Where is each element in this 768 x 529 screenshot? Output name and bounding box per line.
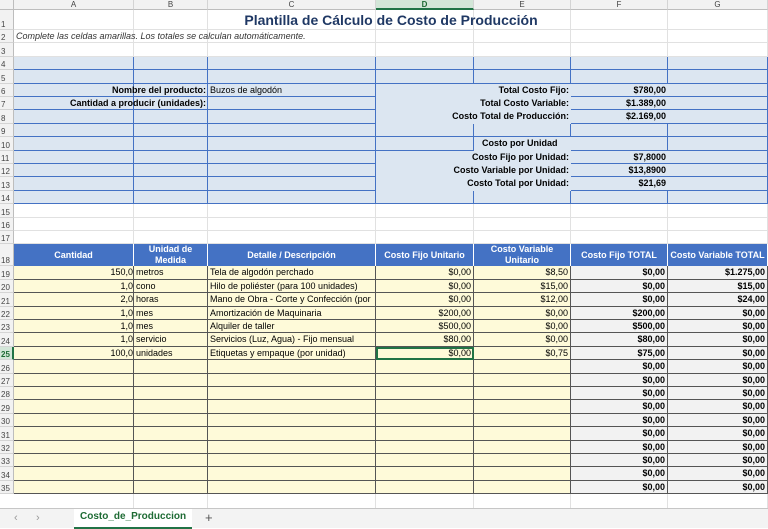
row-header[interactable]: 11 (0, 151, 14, 164)
table-cell[interactable]: $500,00 (571, 320, 668, 333)
table-cell[interactable]: $15,00 (474, 280, 571, 293)
row-header[interactable]: 29 (0, 400, 14, 413)
table-cell[interactable] (134, 414, 208, 427)
info-cell[interactable] (208, 124, 376, 137)
table-cell[interactable]: unidades (134, 347, 208, 360)
table-cell[interactable]: $0,00 (571, 481, 668, 494)
table-cell[interactable]: $0,00 (376, 293, 474, 306)
info-cell[interactable] (474, 57, 571, 70)
table-cell[interactable]: cono (134, 280, 208, 293)
info-cell[interactable] (668, 84, 768, 97)
row-header[interactable]: 35 (0, 481, 14, 494)
table-cell[interactable] (14, 360, 134, 373)
sheet-tab-bar (0, 508, 768, 528)
table-cell[interactable]: $0,00 (571, 280, 668, 293)
table-cell[interactable] (14, 414, 134, 427)
info-cell[interactable] (208, 164, 376, 177)
row-gridline (14, 217, 768, 218)
info-cell[interactable] (571, 191, 668, 204)
info-cell[interactable] (208, 151, 376, 164)
fixed-per-unit-label[interactable]: Costo Fijo por Unidad: (376, 151, 571, 164)
row-header[interactable]: 30 (0, 414, 14, 427)
info-cell[interactable] (14, 110, 134, 123)
info-cell[interactable] (571, 124, 668, 137)
info-cell[interactable] (208, 70, 376, 83)
table-cell[interactable]: $0,00 (571, 387, 668, 400)
table-cell[interactable]: $8,50 (474, 266, 571, 279)
quantity-label[interactable]: Cantidad a producir (unidades): (69, 98, 206, 108)
info-cell[interactable] (376, 137, 474, 150)
info-cell[interactable] (668, 57, 768, 70)
row-header[interactable]: 31 (0, 427, 14, 440)
table-cell[interactable]: $80,00 (571, 333, 668, 346)
info-cell[interactable] (134, 151, 208, 164)
table-cell[interactable] (376, 481, 474, 494)
table-cell[interactable]: $15,00 (668, 280, 768, 293)
row-gridline (14, 230, 768, 231)
table-cell[interactable]: $200,00 (376, 307, 474, 320)
table-cell[interactable] (376, 467, 474, 480)
info-cell[interactable] (571, 70, 668, 83)
row-header[interactable]: 4 (0, 57, 14, 70)
info-cell[interactable] (134, 124, 208, 137)
table-cell[interactable] (376, 387, 474, 400)
description-cell[interactable]: Amortización de Maquinaria (208, 307, 376, 320)
row-header[interactable]: 19 (0, 266, 14, 279)
info-cell[interactable] (668, 151, 768, 164)
table-cell[interactable]: $0,00 (571, 441, 668, 454)
description-cell[interactable]: Servicios (Luz, Agua) - Fijo mensual (208, 333, 376, 346)
table-cell[interactable] (134, 427, 208, 440)
table-cell[interactable]: $0,00 (668, 441, 768, 454)
table-cell[interactable]: $0,00 (571, 467, 668, 480)
table-cell[interactable] (134, 387, 208, 400)
table-cell[interactable]: $0,00 (376, 280, 474, 293)
table-cell[interactable] (474, 414, 571, 427)
table-cell[interactable] (474, 400, 571, 413)
total-per-unit-label[interactable]: Costo Total por Unidad: (376, 177, 571, 190)
table-header-6[interactable]: Costo Fijo TOTAL (571, 244, 668, 266)
add-sheet-button[interactable]: + (205, 510, 213, 525)
row-header[interactable]: 17 (0, 231, 14, 244)
table-cell[interactable] (474, 387, 571, 400)
row-header[interactable]: 13 (0, 177, 14, 190)
info-cell[interactable] (134, 70, 208, 83)
total-production-value[interactable]: $2.169,00 (571, 110, 668, 123)
table-cell[interactable]: $0,00 (571, 266, 668, 279)
table-header-3[interactable]: Detalle / Descripción (208, 244, 376, 266)
table-cell[interactable]: $0,00 (474, 320, 571, 333)
row-header[interactable]: 14 (0, 191, 14, 204)
table-cell[interactable]: $80,00 (376, 333, 474, 346)
info-cell[interactable] (668, 164, 768, 177)
table-cell[interactable] (134, 454, 208, 467)
row-header[interactable]: 8 (0, 110, 14, 123)
total-per-unit-value[interactable]: $21,69 (571, 177, 668, 190)
table-cell[interactable]: $0,00 (668, 333, 768, 346)
description-cell[interactable] (208, 360, 376, 373)
row-header[interactable]: 1 (0, 10, 14, 30)
row-header[interactable]: 15 (0, 204, 14, 217)
info-cell[interactable] (14, 70, 134, 83)
description-cell[interactable] (208, 414, 376, 427)
page-title[interactable]: Plantilla de Cálculo de Costo de Producción (244, 12, 538, 28)
table-cell[interactable]: $0,00 (474, 307, 571, 320)
info-cell[interactable] (376, 57, 474, 70)
table-cell[interactable]: 1,0 (14, 307, 134, 320)
table-cell[interactable] (376, 441, 474, 454)
row-header[interactable]: 21 (0, 293, 14, 306)
description-cell[interactable] (208, 374, 376, 387)
info-cell[interactable] (14, 124, 134, 137)
total-variable-value[interactable]: $1.389,00 (571, 97, 668, 110)
info-cell[interactable] (668, 124, 768, 137)
info-cell[interactable] (668, 137, 768, 150)
row-header[interactable]: 26 (0, 360, 14, 373)
description-cell[interactable] (208, 481, 376, 494)
cost-per-unit-title[interactable]: Costo por Unidad (474, 137, 571, 150)
description-cell[interactable] (208, 387, 376, 400)
row-header[interactable]: 25 (0, 347, 14, 360)
select-all-corner[interactable] (0, 0, 14, 10)
table-cell[interactable]: $0,00 (668, 347, 768, 360)
description-cell[interactable]: Hilo de poliéster (para 100 unidades) (208, 280, 376, 293)
table-cell[interactable]: $0,00 (571, 400, 668, 413)
row-header[interactable]: 28 (0, 387, 14, 400)
table-cell[interactable]: $0,00 (668, 387, 768, 400)
table-cell[interactable]: $0,00 (668, 414, 768, 427)
table-cell[interactable]: 100,0 (14, 347, 134, 360)
table-header-5[interactable]: Costo Variable Unitario (474, 244, 571, 266)
info-cell[interactable] (14, 177, 134, 190)
table-cell[interactable]: $0,75 (474, 347, 571, 360)
table-cell[interactable] (474, 467, 571, 480)
table-cell[interactable]: $0,00 (571, 293, 668, 306)
table-cell[interactable] (474, 427, 571, 440)
table-cell[interactable]: 1,0 (14, 280, 134, 293)
table-cell[interactable]: $0,00 (668, 374, 768, 387)
info-cell[interactable] (208, 177, 376, 190)
column-header-c[interactable]: C (208, 0, 376, 10)
table-cell[interactable] (14, 454, 134, 467)
description-cell[interactable]: Tela de algodón perchado (208, 266, 376, 279)
table-cell[interactable]: mes (134, 307, 208, 320)
row-header[interactable]: 16 (0, 218, 14, 231)
column-header-f[interactable]: F (571, 0, 668, 10)
table-cell[interactable] (134, 441, 208, 454)
table-cell[interactable] (376, 360, 474, 373)
table-cell[interactable]: $0,00 (571, 427, 668, 440)
table-cell[interactable] (14, 441, 134, 454)
product-name-label[interactable]: Nombre del producto: (112, 84, 206, 95)
total-fixed-label[interactable]: Total Costo Fijo: (376, 84, 571, 97)
row-header[interactable]: 32 (0, 441, 14, 454)
total-production-label[interactable]: Costo Total de Producción: (376, 110, 571, 123)
row-header[interactable]: 3 (0, 43, 14, 56)
info-cell[interactable] (134, 177, 208, 190)
table-cell[interactable] (134, 481, 208, 494)
table-cell[interactable]: horas (134, 293, 208, 306)
row-header[interactable]: 23 (0, 320, 14, 333)
table-cell[interactable] (134, 467, 208, 480)
variable-per-unit-label[interactable]: Costo Variable por Unidad: (376, 164, 571, 177)
table-cell[interactable] (134, 360, 208, 373)
row-header[interactable]: 5 (0, 70, 14, 83)
table-cell[interactable]: $0,00 (668, 307, 768, 320)
row-header[interactable]: 24 (0, 333, 14, 346)
description-cell[interactable] (208, 427, 376, 440)
table-cell[interactable]: $0,00 (376, 266, 474, 279)
table-cell[interactable]: $0,00 (668, 400, 768, 413)
description-cell[interactable]: Alquiler de taller (208, 320, 376, 333)
info-cell[interactable] (208, 110, 376, 123)
table-cell[interactable]: $0,00 (474, 333, 571, 346)
table-header-7[interactable]: Costo Variable TOTAL (668, 244, 768, 266)
total-fixed-value[interactable]: $780,00 (571, 84, 668, 97)
table-cell[interactable]: 2,0 (14, 293, 134, 306)
info-cell[interactable] (208, 57, 376, 70)
table-cell[interactable]: $24,00 (668, 293, 768, 306)
table-header-1[interactable]: Cantidad (14, 244, 134, 266)
table-cell[interactable] (474, 360, 571, 373)
table-cell[interactable] (14, 374, 134, 387)
column-header-d[interactable]: D (376, 0, 474, 10)
table-cell[interactable] (14, 387, 134, 400)
table-cell[interactable]: $75,00 (571, 347, 668, 360)
table-cell[interactable]: mes (134, 320, 208, 333)
info-cell[interactable] (134, 57, 208, 70)
info-cell[interactable] (14, 151, 134, 164)
info-cell[interactable] (134, 137, 208, 150)
table-cell[interactable] (474, 441, 571, 454)
table-cell[interactable]: $0,00 (668, 360, 768, 373)
table-cell[interactable] (474, 454, 571, 467)
total-variable-label[interactable]: Total Costo Variable: (376, 97, 571, 110)
row-header[interactable]: 20 (0, 280, 14, 293)
row-header[interactable]: 10 (0, 137, 14, 150)
row-header[interactable]: 7 (0, 97, 14, 110)
table-cell[interactable] (376, 414, 474, 427)
info-cell[interactable] (134, 191, 208, 204)
info-cell[interactable] (668, 110, 768, 123)
description-cell[interactable]: Etiquetas y empaque (por unidad) (208, 347, 376, 360)
description-cell[interactable] (208, 454, 376, 467)
table-cell[interactable]: $0,00 (571, 374, 668, 387)
column-header-a[interactable]: A (14, 0, 134, 10)
row-header[interactable]: 34 (0, 467, 14, 480)
info-cell[interactable] (571, 57, 668, 70)
table-cell[interactable] (134, 400, 208, 413)
sheet-tab-costo-de-produccion[interactable]: Costo_de_Produccion (74, 509, 192, 529)
row-header[interactable]: 22 (0, 307, 14, 320)
row-header[interactable]: 33 (0, 454, 14, 467)
table-cell[interactable]: $200,00 (571, 307, 668, 320)
row-header[interactable]: 9 (0, 124, 14, 137)
table-cell[interactable] (14, 427, 134, 440)
table-cell[interactable]: $1.275,00 (668, 266, 768, 279)
description-cell[interactable] (208, 441, 376, 454)
table-cell[interactable]: $0,00 (571, 454, 668, 467)
table-cell[interactable] (376, 400, 474, 413)
description-cell[interactable] (208, 400, 376, 413)
info-cell[interactable] (208, 191, 376, 204)
info-cell[interactable] (376, 191, 474, 204)
table-cell[interactable]: $0,00 (668, 427, 768, 440)
table-cell[interactable]: $0,00 (376, 347, 474, 360)
info-cell[interactable] (668, 70, 768, 83)
table-cell[interactable]: $500,00 (376, 320, 474, 333)
info-cell[interactable] (474, 124, 571, 137)
info-cell[interactable] (668, 177, 768, 190)
info-cell[interactable] (208, 137, 376, 150)
table-cell[interactable]: 150,0 (14, 266, 134, 279)
info-cell[interactable] (668, 191, 768, 204)
table-cell[interactable]: $0,00 (571, 360, 668, 373)
table-cell[interactable]: 1,0 (14, 320, 134, 333)
fixed-per-unit-value[interactable]: $7,8000 (571, 151, 668, 164)
table-cell[interactable] (14, 467, 134, 480)
table-cell[interactable]: $0,00 (668, 320, 768, 333)
description-cell[interactable] (208, 467, 376, 480)
info-cell[interactable] (14, 137, 134, 150)
table-header-4[interactable]: Costo Fijo Unitario (376, 244, 474, 266)
table-cell[interactable]: $0,00 (668, 454, 768, 467)
info-cell[interactable] (474, 70, 571, 83)
row-header[interactable]: 12 (0, 164, 14, 177)
info-cell[interactable] (668, 97, 768, 110)
table-cell[interactable] (474, 481, 571, 494)
info-cell[interactable] (14, 164, 134, 177)
info-cell[interactable] (376, 70, 474, 83)
info-cell[interactable] (474, 191, 571, 204)
table-cell[interactable]: metros (134, 266, 208, 279)
table-cell[interactable]: $0,00 (668, 467, 768, 480)
table-cell[interactable]: $0,00 (668, 481, 768, 494)
row-header[interactable]: 27 (0, 374, 14, 387)
info-cell[interactable] (14, 57, 134, 70)
column-header-g[interactable]: G (668, 0, 768, 10)
table-cell[interactable]: $12,00 (474, 293, 571, 306)
info-cell[interactable] (571, 137, 668, 150)
column-header-e[interactable]: E (474, 0, 571, 10)
info-cell[interactable] (134, 110, 208, 123)
info-cell[interactable] (134, 164, 208, 177)
table-cell[interactable] (376, 454, 474, 467)
scroll-right-icon[interactable]: › (36, 512, 40, 524)
table-cell[interactable]: 1,0 (14, 333, 134, 346)
column-header-b[interactable]: B (134, 0, 208, 10)
info-cell[interactable] (14, 191, 134, 204)
table-cell[interactable] (14, 400, 134, 413)
description-cell[interactable]: Mano de Obra - Corte y Confección (por (208, 293, 376, 306)
subtitle-note[interactable]: Complete las celdas amarillas. Los totales se calculan automáticamente. (16, 31, 306, 41)
scroll-left-icon[interactable]: ‹ (14, 512, 18, 524)
table-cell[interactable]: servicio (134, 333, 208, 346)
table-cell[interactable] (474, 374, 571, 387)
row-header[interactable]: 18 (0, 244, 14, 266)
info-cell[interactable] (376, 124, 474, 137)
row-header[interactable]: 2 (0, 30, 14, 43)
row-header[interactable]: 6 (0, 84, 14, 97)
table-cell[interactable] (14, 481, 134, 494)
table-cell[interactable] (376, 374, 474, 387)
table-cell[interactable]: $0,00 (571, 414, 668, 427)
variable-per-unit-value[interactable]: $13,8900 (571, 164, 668, 177)
product-name-value[interactable]: Buzos de algodón (210, 84, 283, 95)
table-cell[interactable] (134, 374, 208, 387)
table-header-2[interactable]: Unidad de Medida (134, 244, 208, 266)
table-cell[interactable] (376, 427, 474, 440)
